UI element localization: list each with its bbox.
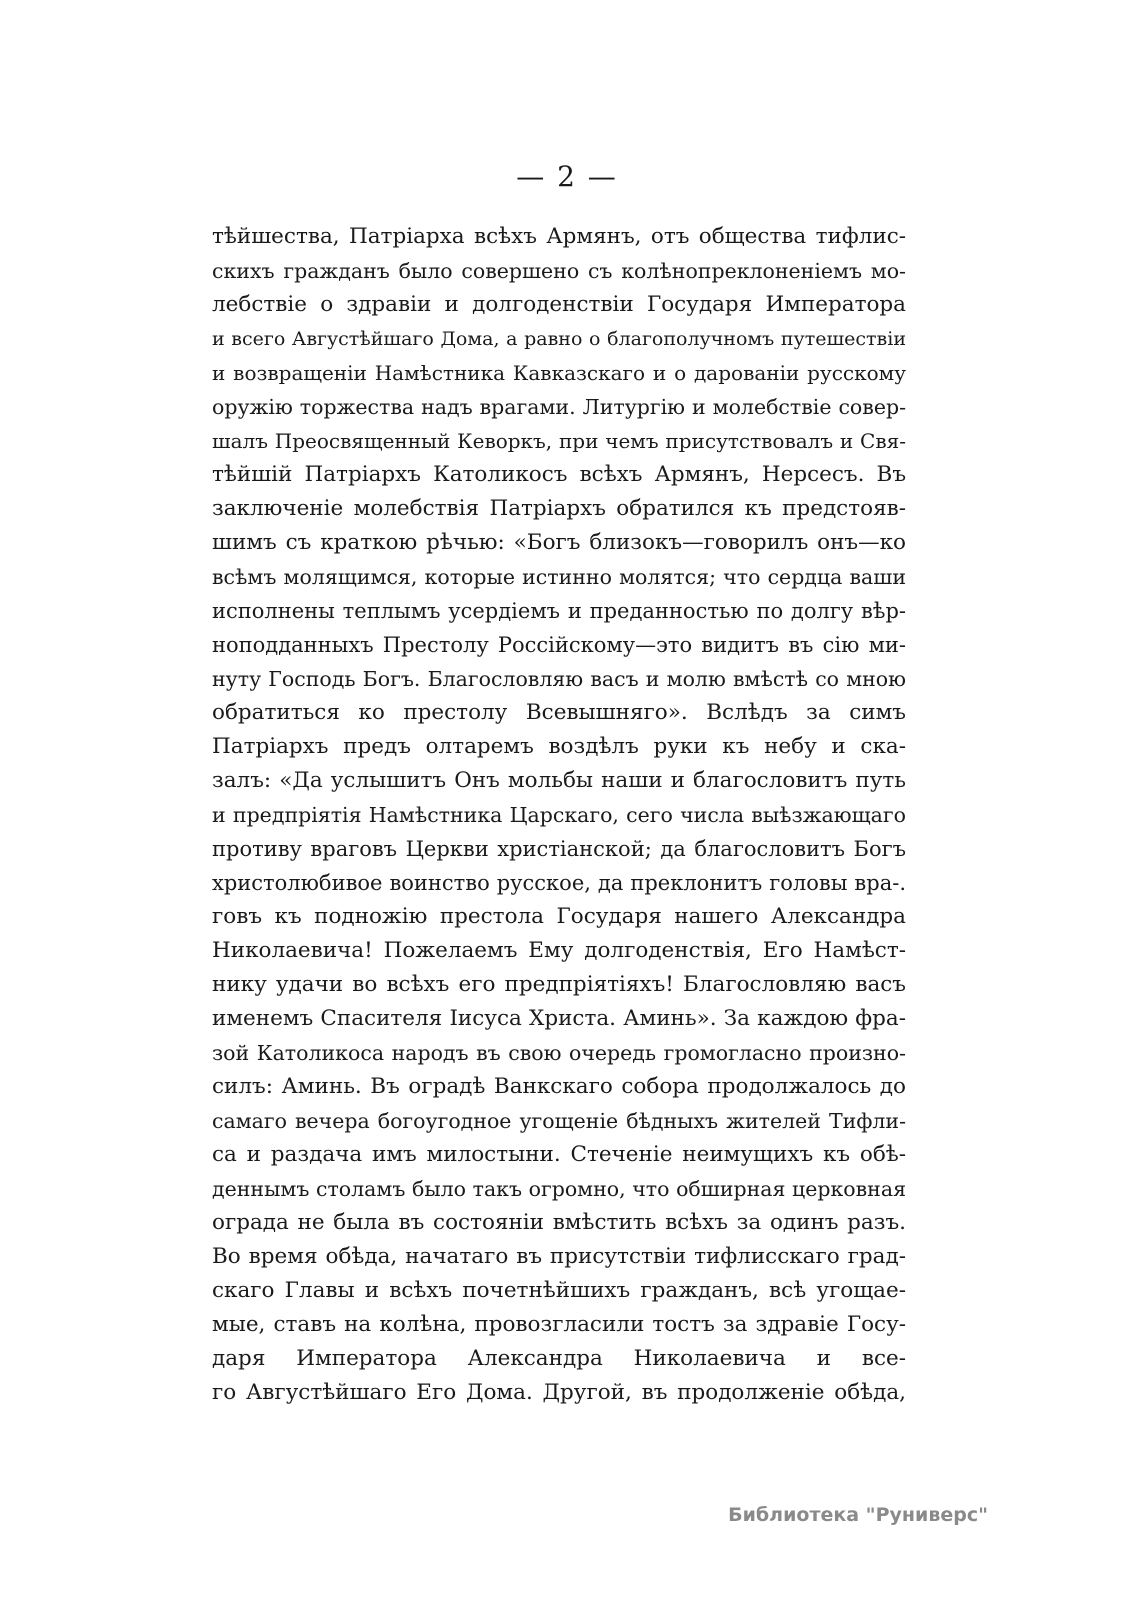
text-line: залъ: «Да услышитъ Онъ мольбы наши и благословитъ путь [212,768,906,793]
text-line: даря Императора Александра Николаевича и все- [212,1346,906,1371]
text-line: и возвращеніи Намѣстника Кавказскаго и о дарованіи русскому [212,361,906,385]
text-line: ограда не была въ состояніи вмѣстить всѣхъ за одинъ разъ. [212,1210,906,1235]
text-line: всѣмъ молящимся, которые истинно молятся; что сердца ваши [212,565,906,589]
text-line: говъ къ подножію престола Государя нашего Александра [212,904,906,929]
text-line: зой Католикоса народъ въ свою очередь громогласно произно- [212,1041,906,1065]
text-line: силъ: Аминь. Въ оградѣ Ванкскаго собора продолжалось до [212,1074,906,1099]
text-line: и предпріятія Намѣстника Царскаго, сего числа выѣзжающаго [212,803,906,827]
text-line: тѣйшій Патріархъ Католикосъ всѣхъ Армянъ, Нерсесъ. Въ [212,462,906,487]
text-line: тѣйшества, Патріарха всѣхъ Армянъ, отъ общества тифлис- [212,224,906,249]
text-line: оружію торжества надъ врагами. Литургію и молебствіе совер- [212,395,906,419]
library-watermark: Библиотека "Руниверс" [728,1504,988,1526]
text-line: ноподданныхъ Престолу Россійскому—это видитъ въ сію ми- [212,633,906,657]
text-line: и всего Августѣйшаго Дома, а равно о благополучномъ путешествіи [212,328,906,350]
text-line: исполнены теплымъ усердіемъ и преданностью по долгу вѣр- [212,599,906,623]
text-line: именемъ Спасителя Іисуса Христа. Аминь». За каждою фра- [212,1006,906,1031]
text-line: противу враговъ Церкви христіанской; да благословитъ Богъ [212,837,906,861]
text-line: лебствіе о здравіи и долгоденствіи Государя Императора [212,292,906,317]
text-line: Николаевича! Пожелаемъ Ему долгоденствія, Его Намѣст- [212,938,906,963]
text-line: самаго вечера богоугодное угощеніе бѣдныхъ жителей Тифли- [212,1109,906,1133]
text-line: нику удачи во всѣхъ его предпріятіяхъ! Благословляю васъ [212,972,906,997]
text-line: Патріархъ предъ олтаремъ воздѣлъ руки къ небу и ска- [212,734,906,759]
text-line: са и раздача имъ милостыни. Стеченіе неимущихъ къ обѣ- [212,1142,906,1167]
text-line: го Августѣйшаго Его Дома. Другой, въ продолженіе обѣда, [212,1380,906,1405]
text-line: шалъ Преосвященный Кеворкъ, при чемъ присутствовалъ и Свя- [212,429,906,453]
page-number: — 2 — [516,160,618,193]
text-line: нуту Господь Богъ. Благословляю васъ и молю вмѣстѣ со мною [212,667,906,691]
text-line: обратиться ко престолу Всевышняго». Вслѣдъ за симъ [212,700,906,725]
body-text [212,220,906,1410]
text-line: скаго Главы и всѣхъ почетнѣйшихъ гражданъ, всѣ угощае- [212,1278,906,1303]
text-line: заключеніе молебствія Патріархъ обратился къ предстояв- [212,496,906,521]
text-line: шимъ съ краткою рѣчью: «Богъ близокъ—говорилъ онъ—ко [212,530,906,555]
text-line: христолюбивое воинство русское, да преклонитъ головы вра-. [212,871,906,895]
text-line: мые, ставъ на колѣна, провозгласили тостъ за здравіе Госу- [212,1312,906,1337]
text-line: деннымъ столамъ было такъ огромно, что обширная церковная [212,1177,906,1201]
text-line: Во время обѣда, начатаго въ присутствіи тифлисскаго град- [212,1244,906,1269]
text-line: скихъ гражданъ было совершено съ колѣнопреклоненіемъ мо- [212,259,906,283]
